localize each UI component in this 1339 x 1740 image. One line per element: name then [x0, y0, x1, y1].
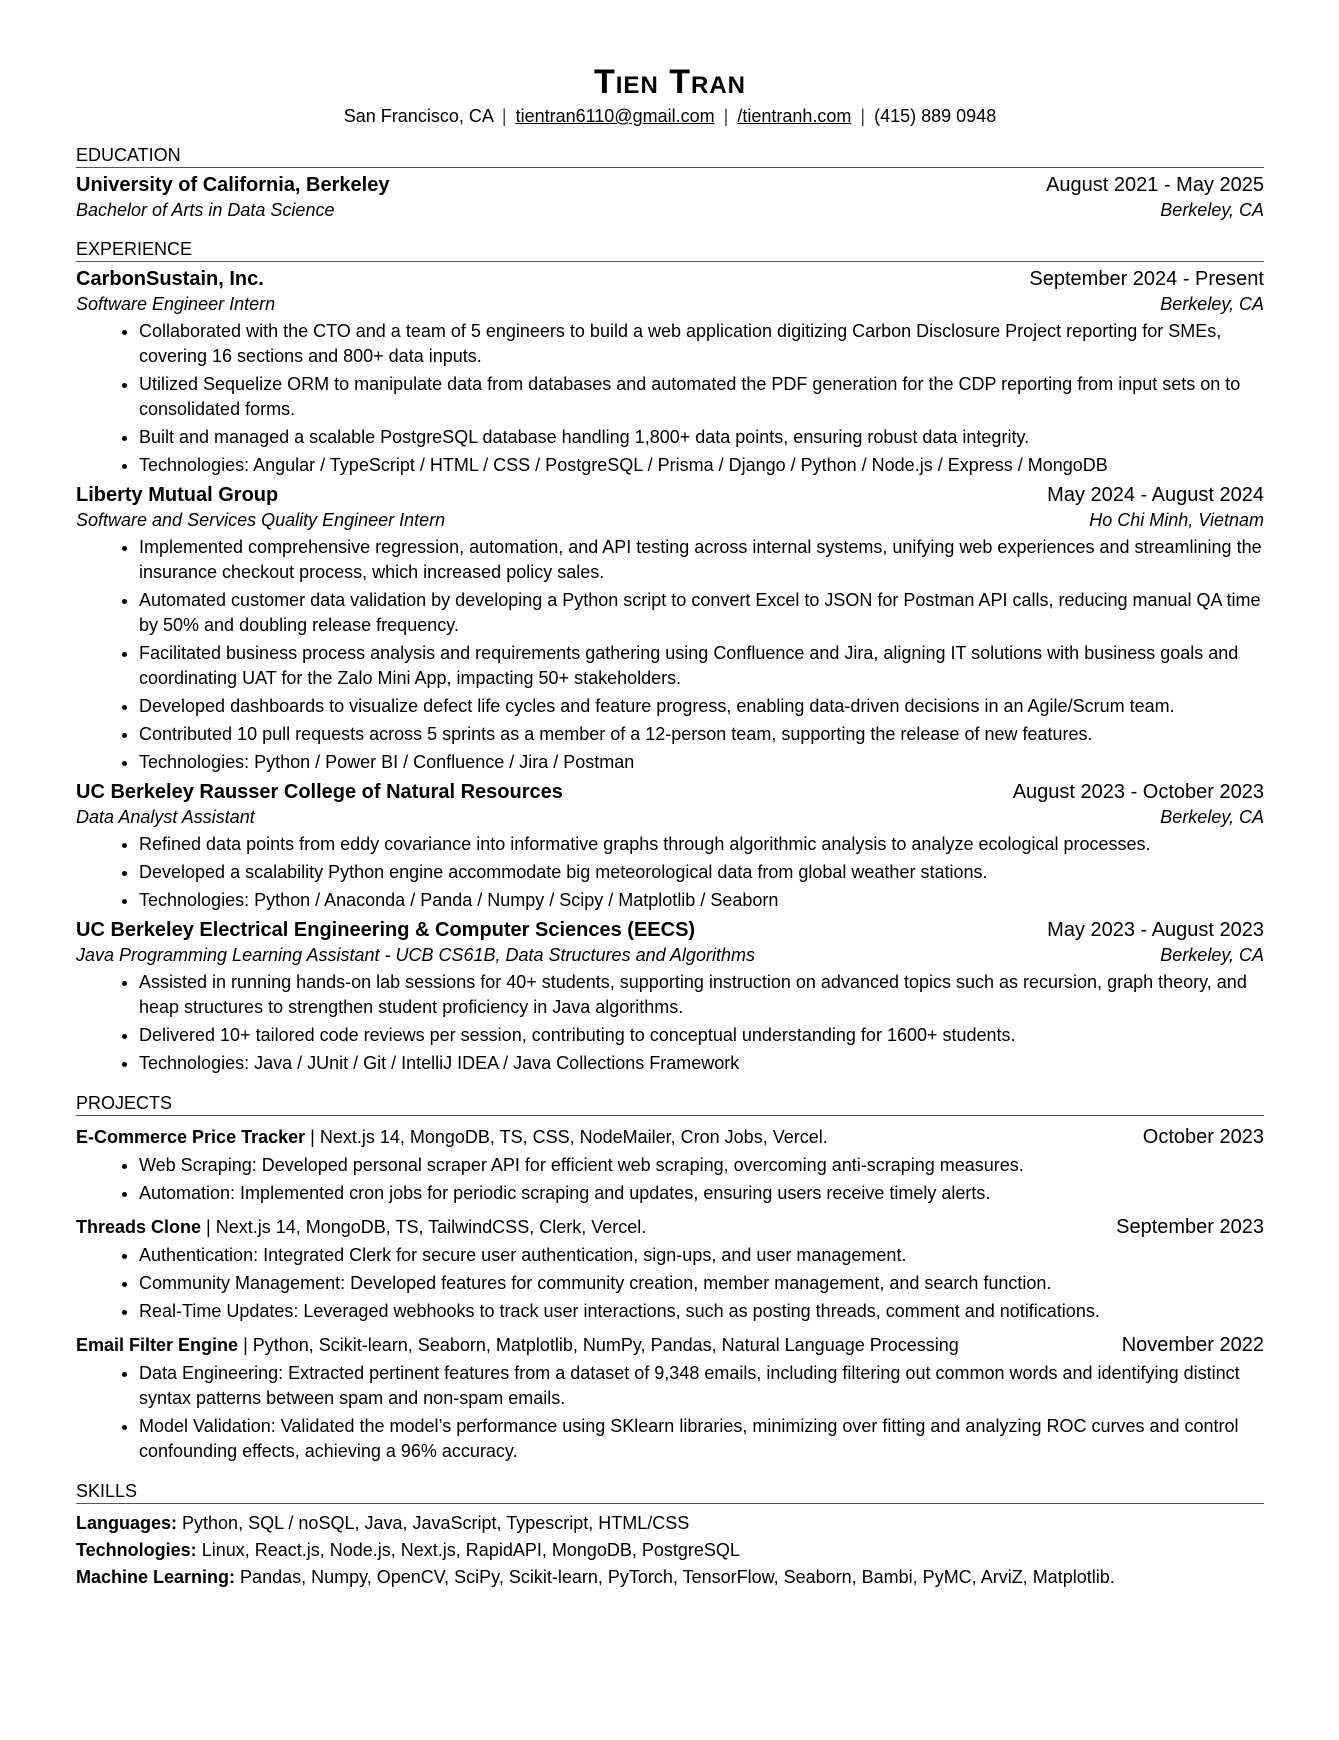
entry-org: Liberty Mutual Group: [76, 484, 279, 506]
project-entry-threads-clone: [76, 1214, 1264, 1324]
bullet-item: • Technologies: Angular / TypeScript / HTML / CSS / PostgreSQL / Prisma / Django / Python / Node.js / Express / MongoDB: [139, 453, 1264, 478]
project-name: Email Filter Engine: [76, 1335, 239, 1355]
bullet-item: • Implemented comprehensive regression, automation, and API testing across internal systems, unifying web experiences and streamlining the insurance checkout process, which increased policy sales.: [139, 535, 1264, 585]
bullet-list: [76, 832, 1264, 913]
entry-org: UC Berkeley Rausser College of Natural Resources: [76, 781, 563, 803]
bullet-list: [76, 1243, 1264, 1324]
skill-value: Python, SQL / noSQL, Java, JavaScript, Typescript, HTML/CSS: [182, 1513, 690, 1533]
bullet-item: • Technologies: Python / Anaconda / Panda / Numpy / Scipy / Matplotlib / Seaborn: [139, 888, 1264, 913]
bullet-list: [76, 1361, 1264, 1464]
skill-value: Pandas, Numpy, OpenCV, SciPy, Scikit-learn, PyTorch, TensorFlow, Seaborn, Bambi, PyMC, ArviZ, Matplotlib.: [240, 1567, 1115, 1587]
bullet-item: • Community Management: Developed features for community creation, member management, and search function.: [139, 1271, 1264, 1296]
bullet-item: • Automated customer data validation by developing a Python script to convert Excel to JSON for Postman API calls, reducing manual QA time by 50% and doubling release frequency.: [139, 588, 1264, 638]
skill-label: Languages:: [76, 1513, 178, 1533]
email-link[interactable]: tientran6110@gmail.com: [515, 106, 715, 126]
bullet-list: [76, 535, 1264, 775]
bullet-item: • Facilitated business process analysis and requirements gathering using Confluence and Jira, aligning IT solutions with business goals and coordinating UAT for the Zalo Mini App, impacting 50+ stakeholders.: [139, 641, 1264, 691]
experience-entry-carbonsustain: [76, 266, 1264, 478]
bullet-item: • Refined data points from eddy covariance into informative graphs through algorithmic analysis to analyze ecological processes.: [139, 832, 1264, 857]
bullet-item: • Authentication: Integrated Clerk for secure user authentication, sign-ups, and user management.: [139, 1243, 1264, 1268]
bullet-item: • Collaborated with the CTO and a team of 5 engineers to build a web application digitizing Carbon Disclosure Project reporting for SMEs, covering 16 sections and 800+ data inputs.: [139, 319, 1264, 369]
bullet-item: • Data Engineering: Extracted pertinent features from a dataset of 9,348 emails, including filtering out common words and identifying distinct syntax patterns between spam and non-spam emails.: [139, 1361, 1264, 1411]
skills-list: [76, 1510, 1264, 1591]
candidate-name: Tien Tran: [594, 63, 746, 101]
section-title-education: EDUCATION: [76, 144, 1264, 168]
entry-date: May 2024 - August 2024: [1047, 484, 1264, 506]
contact-separator: |: [723, 106, 729, 126]
project-entry-price-tracker: [76, 1124, 1264, 1206]
contact-location: San Francisco, CA: [343, 106, 493, 126]
section-title-projects: PROJECTS: [76, 1092, 1264, 1116]
entry-org: University of California, Berkeley: [76, 174, 390, 196]
skill-value: Linux, React.js, Node.js, Next.js, RapidAPI, MongoDB, PostgreSQL: [201, 1540, 740, 1560]
project-name: E-Commerce Price Tracker: [76, 1127, 306, 1147]
project-stack: | Next.js 14, MongoDB, TS, CSS, NodeMailer, Cron Jobs, Vercel.: [310, 1127, 828, 1147]
entry-date: August 2023 - October 2023: [1012, 781, 1264, 803]
education-entry: [76, 172, 1264, 222]
bullet-list: [76, 970, 1264, 1076]
project-date: October 2023: [1142, 1126, 1264, 1148]
skills-row-languages: [76, 1510, 1264, 1537]
project-stack: | Next.js 14, MongoDB, TS, TailwindCSS, Clerk, Vercel.: [206, 1217, 647, 1237]
entry-role: Java Programming Learning Assistant - UCB CS61B, Data Structures and Algorithms: [76, 945, 755, 965]
experience-entry-eecs: [76, 917, 1264, 1076]
project-date: September 2023: [1116, 1216, 1264, 1238]
bullet-item: • Built and managed a scalable PostgreSQL database handling 1,800+ data points, ensuring robust data integrity.: [139, 425, 1264, 450]
experience-entry-rausser: [76, 779, 1264, 913]
website-link[interactable]: /tientranh.com: [737, 106, 852, 126]
bullet-item: • Developed dashboards to visualize defect life cycles and feature progress, enabling data-driven decisions in an Agile/Scrum team.: [139, 694, 1264, 719]
skills-row-machine-learning: [76, 1564, 1264, 1591]
bullet-item: • Technologies: Java / JUnit / Git / IntelliJ IDEA / Java Collections Framework: [139, 1051, 1264, 1076]
bullet-list: [76, 319, 1264, 478]
entry-role: Software and Services Quality Engineer Intern: [76, 510, 446, 530]
contact-separator: |: [501, 106, 507, 126]
bullet-item: • Assisted in running hands-on lab sessions for 40+ students, supporting instruction on advanced topics such as recursion, graph theory, and heap structures to strengthen student proficiency in Java algorithms.: [139, 970, 1264, 1020]
entry-location: Berkeley, CA: [1160, 807, 1264, 827]
skill-label: Machine Learning:: [76, 1567, 236, 1587]
bullet-list: [76, 1153, 1264, 1206]
contact-phone: (415) 889 0948: [874, 106, 997, 126]
skill-label: Technologies:: [76, 1540, 197, 1560]
entry-location: Berkeley, CA: [1160, 200, 1264, 220]
project-stack: | Python, Scikit-learn, Seaborn, Matplotlib, NumPy, Pandas, Natural Language Processing: [243, 1335, 959, 1355]
project-name: Threads Clone: [76, 1217, 202, 1237]
entry-role: Data Analyst Assistant: [76, 807, 255, 827]
entry-location: Berkeley, CA: [1160, 294, 1264, 314]
entry-org: CarbonSustain, Inc.: [76, 268, 264, 290]
resume-page: [76, 62, 1264, 1591]
skills-row-technologies: [76, 1537, 1264, 1564]
section-title-skills: SKILLS: [76, 1480, 1264, 1504]
bullet-item: • Technologies: Python / Power BI / Confluence / Jira / Postman: [139, 750, 1264, 775]
entry-location: Ho Chi Minh, Vietnam: [1089, 510, 1264, 530]
entry-location: Berkeley, CA: [1160, 945, 1264, 965]
bullet-item: • Delivered 10+ tailored code reviews per session, contributing to conceptual understanding for 1600+ students.: [139, 1023, 1264, 1048]
bullet-item: • Model Validation: Validated the model’s performance using SKlearn libraries, minimizing over fitting and analyzing ROC curves and control confounding effects, achieving a 96% accuracy.: [139, 1414, 1264, 1464]
entry-date: September 2024 - Present: [1029, 268, 1264, 290]
contact-line: [76, 104, 1264, 128]
bullet-item: • Automation: Implemented cron jobs for periodic scraping and updates, ensuring users receive timely alerts.: [139, 1181, 1264, 1206]
bullet-item: • Contributed 10 pull requests across 5 sprints as a member of a 12-person team, supporting the release of new features.: [139, 722, 1264, 747]
contact-separator: |: [860, 106, 866, 126]
entry-date: May 2023 - August 2023: [1047, 919, 1264, 941]
entry-org: UC Berkeley Electrical Engineering & Computer Sciences (EECS): [76, 919, 696, 941]
bullet-item: • Utilized Sequelize ORM to manipulate data from databases and automated the PDF generation for the CDP reporting from input sets on to consolidated forms.: [139, 372, 1264, 422]
entry-date: August 2021 - May 2025: [1046, 174, 1264, 196]
project-entry-email-filter: [76, 1332, 1264, 1464]
entry-role: Software Engineer Intern: [76, 294, 276, 314]
bullet-item: • Web Scraping: Developed personal scraper API for efficient web scraping, overcoming anti-scraping measures.: [139, 1153, 1264, 1178]
bullet-item: • Real-Time Updates: Leveraged webhooks to track user interactions, such as posting threads, comment and notifications.: [139, 1299, 1264, 1324]
experience-entry-liberty-mutual: [76, 482, 1264, 775]
project-date: November 2022: [1121, 1334, 1264, 1356]
section-title-experience: EXPERIENCE: [76, 238, 1264, 262]
entry-role: Bachelor of Arts in Data Science: [76, 200, 335, 220]
bullet-item: • Developed a scalability Python engine accommodate big meteorological data from global weather stations.: [139, 860, 1264, 885]
